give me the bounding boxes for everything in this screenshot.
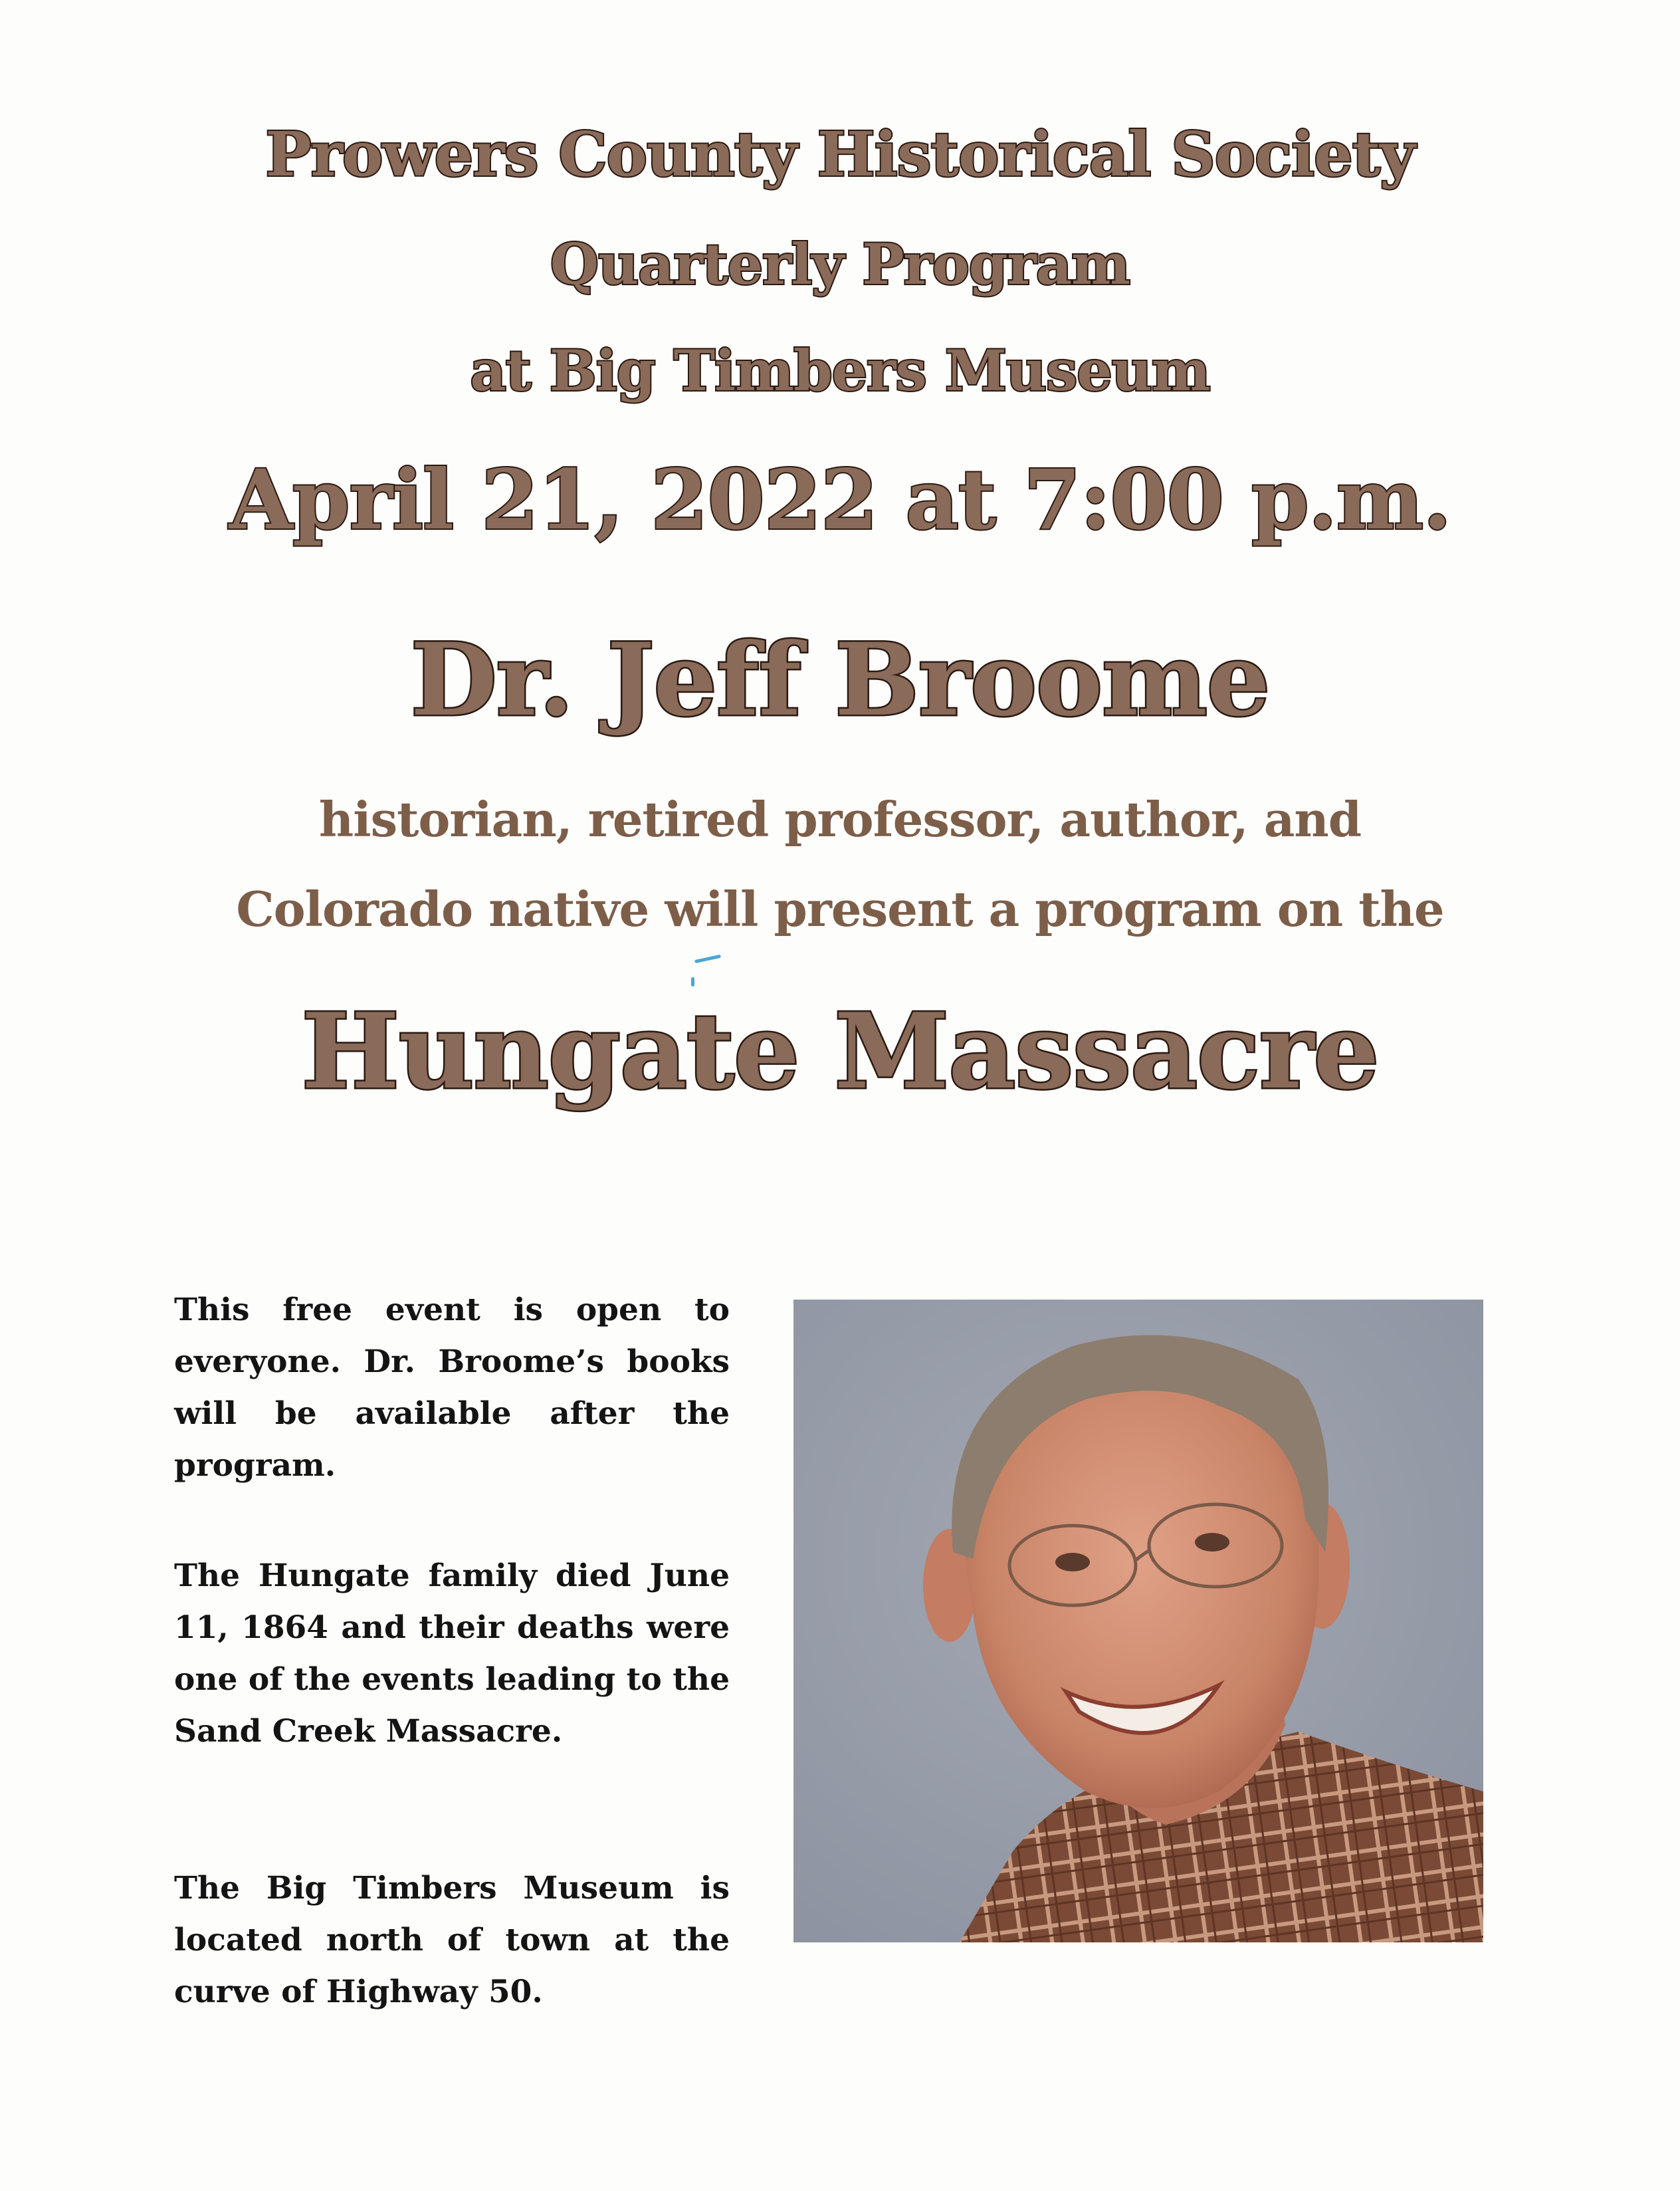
portrait-illustration [793,1300,1483,1942]
speaker-description-line-1: historian, retired professor, author, and [318,791,1362,848]
speaker-name: Dr. Jeff Broome [410,622,1270,739]
program-topic: Hungate Massacre [301,990,1379,1112]
venue-heading: at Big Timbers Museum [470,338,1210,404]
scan-speck [694,955,721,963]
scan-speck [691,977,694,986]
event-date-time: April 21, 2022 at 7:00 p.m. [229,452,1451,548]
speaker-photo [793,1300,1483,1942]
paragraph-hungate-history: The Hungate family died June 11, 1864 and their deaths were one of the events leading to the Sand Creek Massacre. [174,1557,730,1750]
program-type-heading: Quarterly Program [550,231,1130,297]
organization-heading: Prowers County Historical Society [265,118,1415,190]
speaker-description-line-2: Colorado native will present a program on the [236,881,1444,937]
paragraph-free-event: This free event is open to everyone. Dr. Broome’s books will be available after the program. [174,1292,730,1484]
paragraph-museum-location: The Big Timbers Museum is located north of town at the curve of Highway 50. [174,1870,730,2010]
